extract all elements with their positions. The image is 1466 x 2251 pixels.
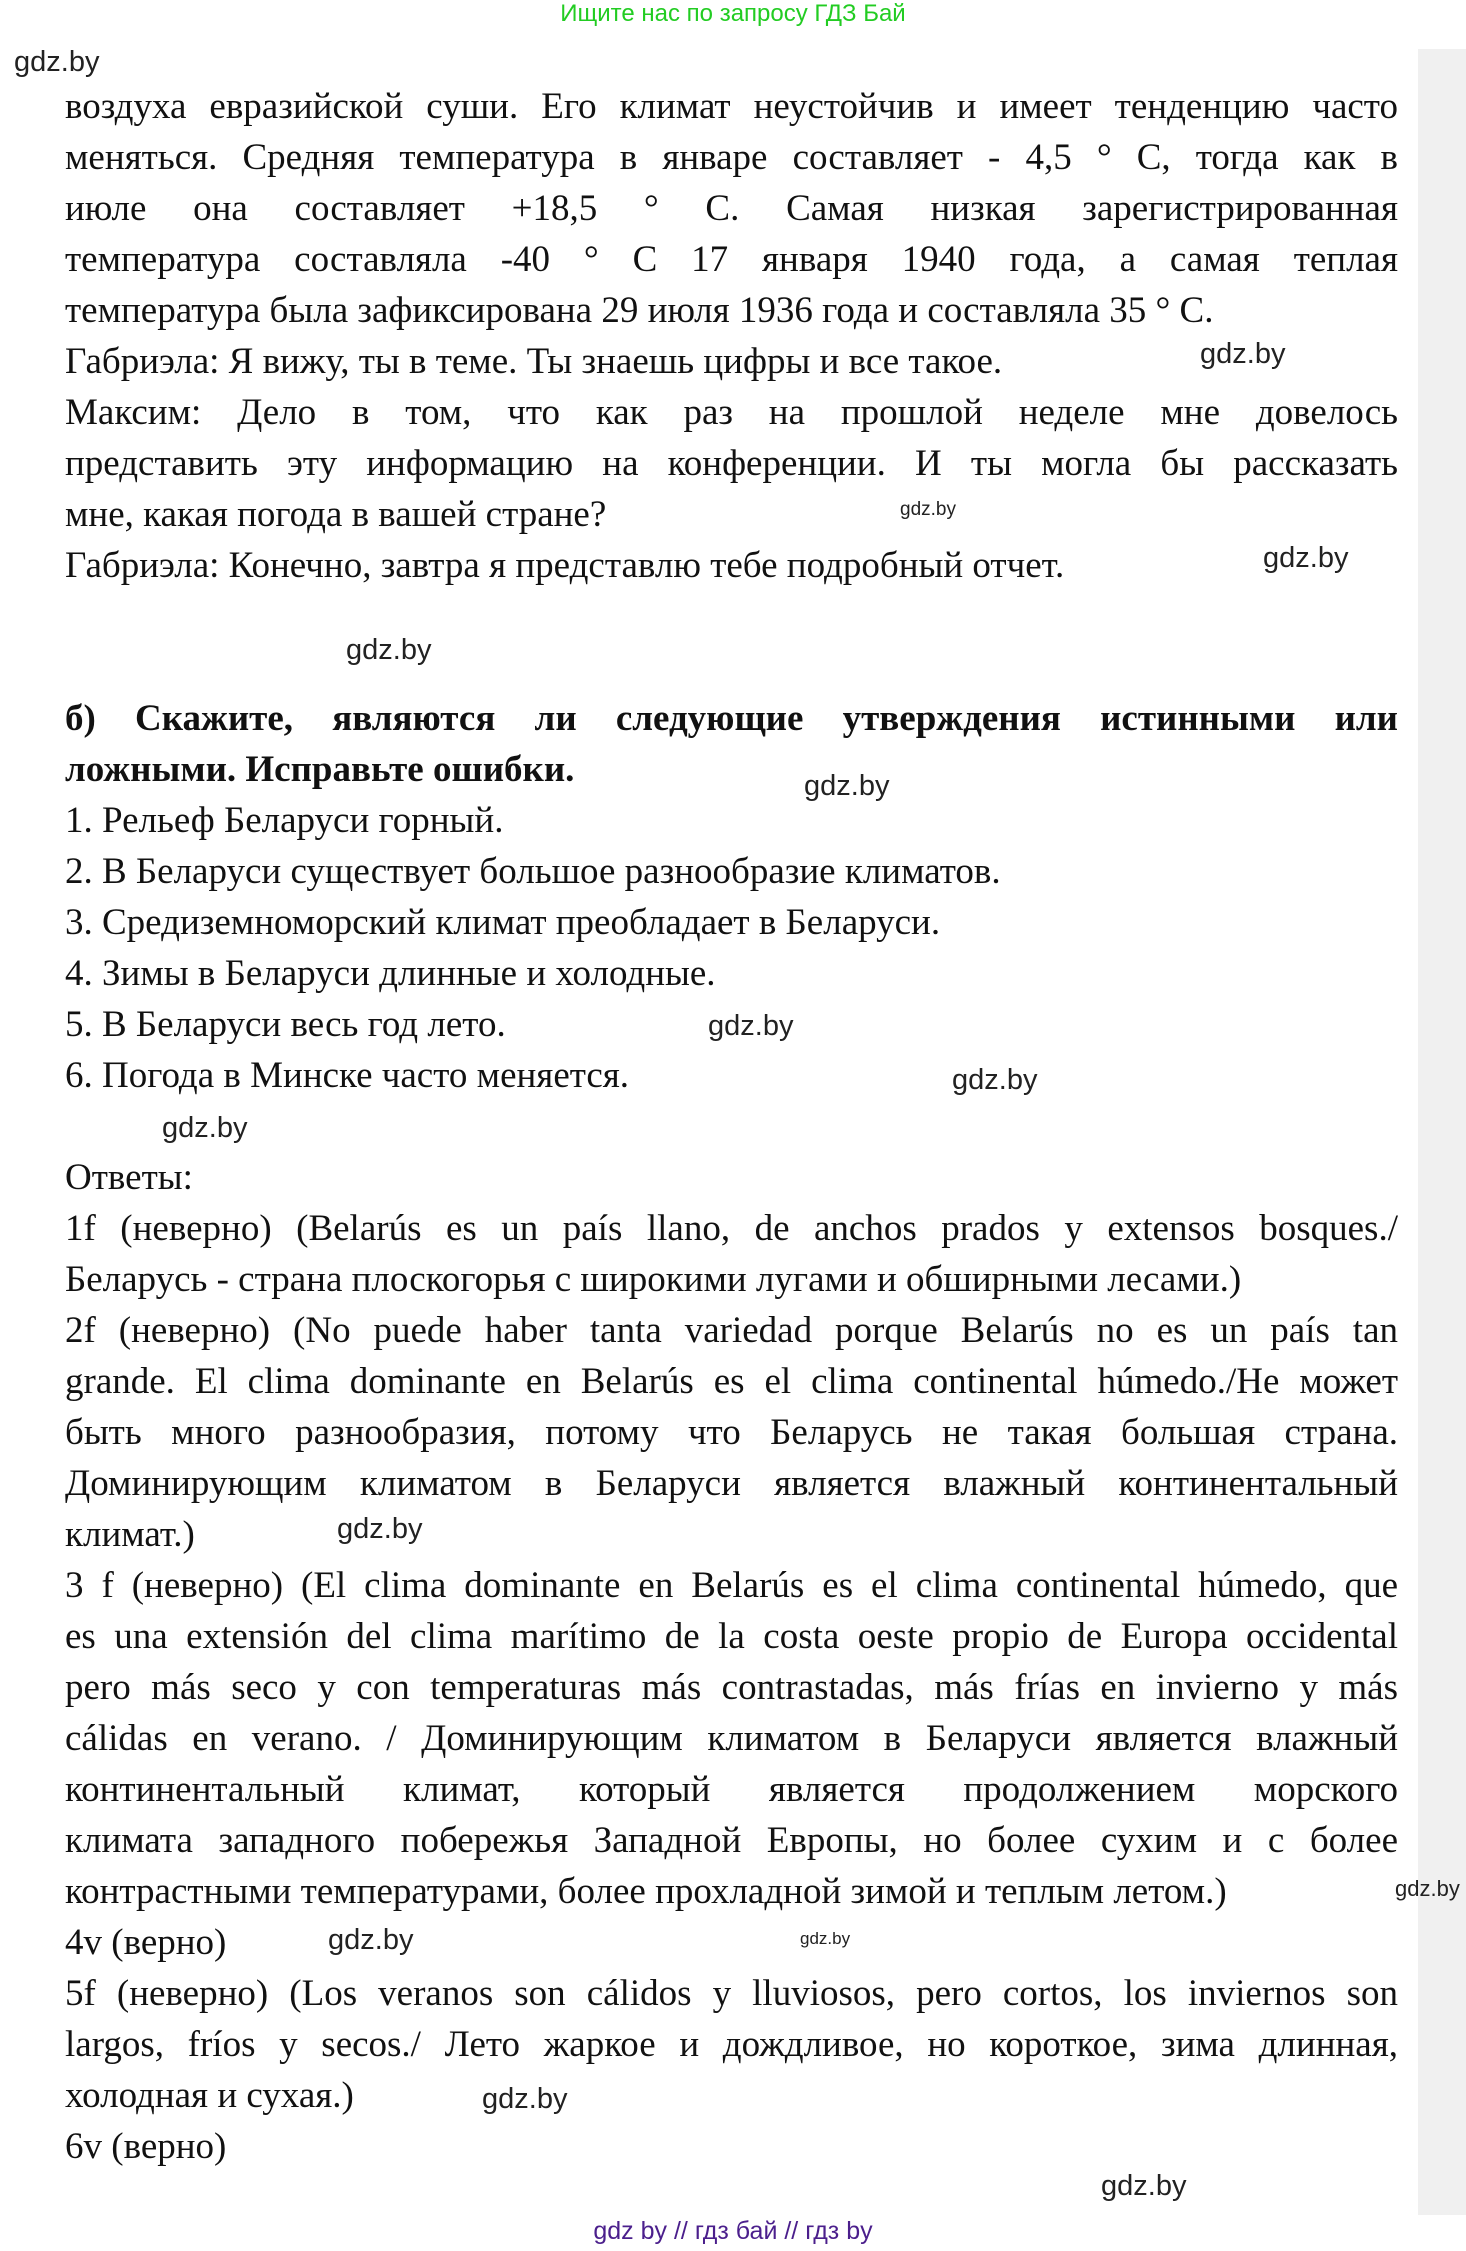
task-heading-line: ложными. Исправьте ошибки. — [65, 749, 575, 790]
watermark-text: gdz.by — [900, 499, 956, 520]
answer-line: Ответы: — [65, 1157, 193, 1198]
statement-item: 4. Зимы в Беларуси длинные и холодные. — [65, 953, 716, 994]
search-hint-banner[interactable]: Ищите нас по запросу ГДЗ Бай — [560, 0, 906, 27]
statement-item: 5. В Беларуси весь год лето. — [65, 1004, 506, 1045]
answer-line: быть много разнообразия, потому что Беларусь не такая большая страна. — [65, 1412, 1398, 1453]
text-line: представить эту информацию на конференции. И ты могла бы рассказать — [65, 443, 1398, 484]
answer-line: Доминирующим климатом в Беларуси является влажный континентальный — [65, 1463, 1398, 1504]
watermark-text: gdz.by — [482, 2083, 568, 2115]
text-line: воздуха евразийской суши. Его климат неустойчив и имеет тенденцию часто — [65, 86, 1398, 127]
answer-line: Беларусь - страна плоскогорья с широкими лугами и обширными лесами.) — [65, 1259, 1242, 1300]
answer-line: климат.) — [65, 1514, 195, 1555]
watermark-text: gdz.by — [1101, 2170, 1187, 2202]
statement-item: 3. Средиземноморский климат преобладает в Беларуси. — [65, 902, 941, 943]
watermark-text: gdz.by — [1200, 338, 1286, 370]
answer-line: 6v (верно) — [65, 2126, 227, 2167]
watermark-text: gdz.by — [708, 1010, 794, 1042]
watermark-text: gdz.by — [952, 1064, 1038, 1096]
answer-line: контрастными температурами, более прохладной зимой и теплым летом.) — [65, 1871, 1227, 1912]
answer-line: pero más seco y con temperaturas más contrastadas, más frías en invierno y más — [65, 1667, 1398, 1708]
text-line: Габриэла: Конечно, завтра я представлю тебе подробный отчет. — [65, 545, 1065, 586]
answer-line: континентальный климат, который является продолжением морского — [65, 1769, 1398, 1810]
answer-line: климата западного побережья Западной Европы, но более сухим и с более — [65, 1820, 1398, 1861]
text-line: Габриэла: Я вижу, ты в теме. Ты знаешь цифры и все такое. — [65, 341, 1003, 382]
watermark-text: gdz.by — [328, 1924, 414, 1956]
answer-line: largos, fríos y secos./ Лето жаркое и дождливое, но короткое, зима длинная, — [65, 2024, 1398, 2065]
answer-line: холодная и сухая.) — [65, 2075, 354, 2116]
task-heading-line: б) Скажите, являются ли следующие утверждения истинными или — [65, 698, 1398, 739]
text-line: мне, какая погода в вашей стране? — [65, 494, 607, 535]
answer-line: es una extensión del clima marítimo de la costa oeste propio de Europa occidental — [65, 1616, 1398, 1657]
watermark-text: gdz.by — [804, 770, 890, 802]
watermark-text: gdz.by — [1395, 1876, 1460, 1901]
watermark-text: gdz.by — [337, 1513, 423, 1545]
watermark-text: gdz.by — [800, 1929, 851, 1948]
answer-line: 4v (верно) — [65, 1922, 227, 1963]
text-line: Максим: Дело в том, что как раз на прошлой неделе мне довелось — [65, 392, 1398, 433]
answer-line: grande. El clima dominante en Belarús es el clima continental húmedo./Не может — [65, 1361, 1398, 1402]
text-line: июле она составляет +18,5 ° С. Самая низкая зарегистрированная — [65, 188, 1398, 229]
answer-line: cálidas en verano. / Доминирующим климатом в Беларуси является влажный — [65, 1718, 1398, 1759]
text-line: меняться. Средняя температура в январе составляет - 4,5 ° С, тогда как в — [65, 137, 1398, 178]
statements-list — [65, 795, 1398, 1101]
answer-line: 3 f (неверно) (El clima dominante en Belarús es el clima continental húmedo, que — [65, 1565, 1398, 1606]
answers-section — [65, 1152, 1398, 2172]
statement-item: 1. Рельеф Беларуси горный. — [65, 800, 504, 841]
watermark-text: gdz.by — [14, 46, 100, 78]
statement-item: 6. Погода в Минске часто меняется. — [65, 1055, 630, 1096]
footer-links[interactable]: gdz by // гдз бай // гдз by — [593, 2217, 873, 2245]
statement-item: 2. В Беларуси существует большое разнообразие климатов. — [65, 851, 1001, 892]
task-heading — [65, 693, 1398, 795]
answer-line: 1f (неверно) (Belarús es un país llano, de anchos prados y extensos bosques./ — [65, 1208, 1398, 1249]
watermark-text: gdz.by — [1263, 542, 1349, 574]
document-body — [65, 81, 1398, 2172]
dialogue-section — [65, 81, 1398, 591]
watermark-text: gdz.by — [346, 634, 432, 666]
answer-line: 5f (неверно) (Los veranos son cálidos y lluviosos, pero cortos, los inviernos son — [65, 1973, 1398, 2014]
watermark-text: gdz.by — [162, 1112, 248, 1144]
text-line: температура была зафиксирована 29 июля 1936 года и составляла 35 ° С. — [65, 290, 1214, 331]
answer-line: 2f (неверно) (No puede haber tanta variedad porque Belarús no es un país tan — [65, 1310, 1398, 1351]
text-line: температура составляла -40 ° С 17 января 1940 года, а самая теплая — [65, 239, 1398, 280]
